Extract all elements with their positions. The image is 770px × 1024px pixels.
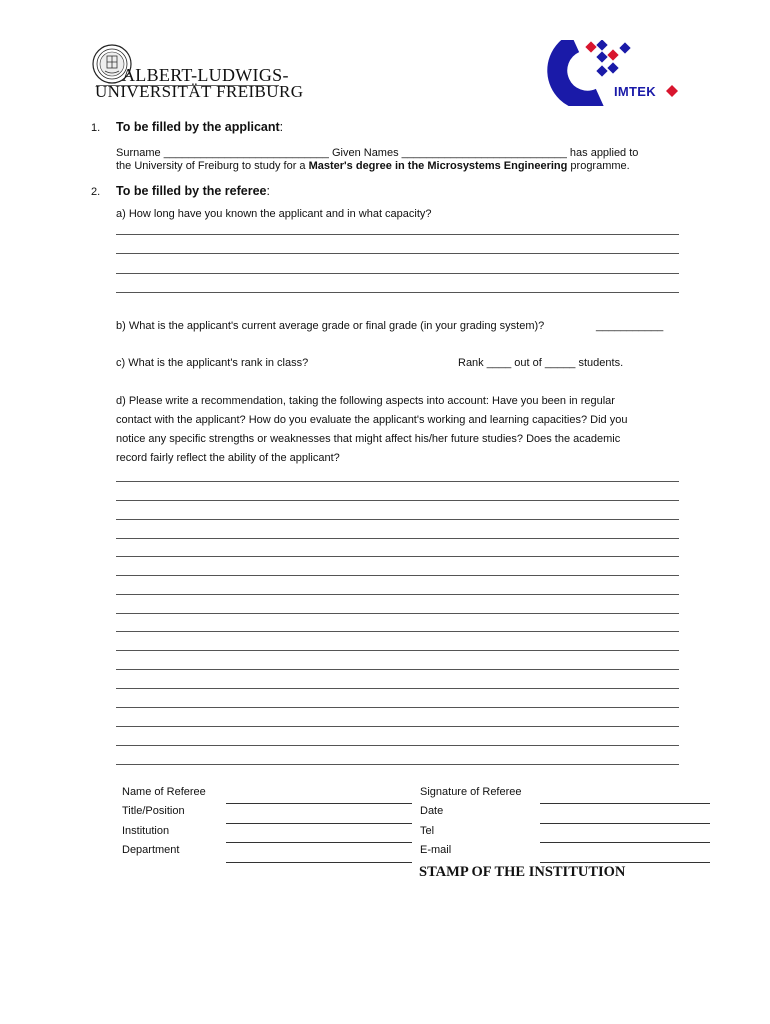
question-d-line-2: contact with the applicant? How do you evaluate the applicant's working and learning capacities? Did you [116,414,628,426]
rank-field[interactable]: Rank ____ out of _____ students. [458,357,624,369]
section2-number: 2. [91,186,101,198]
recommendation-line[interactable] [116,669,679,670]
answer-a-line-2[interactable] [116,253,679,254]
recommendation-line[interactable] [116,481,679,482]
question-c: c) What is the applicant's rank in class? [116,357,309,369]
given-names-label: Given Names [331,147,399,159]
surname-field[interactable]: ___________________________ [163,147,329,159]
recommendation-line[interactable] [116,519,679,520]
university-name-line2: UNIVERSITÄT FREIBURG [95,82,304,101]
imtek-diamond-icon [666,85,678,97]
question-d-line-1: d) Please write a recommendation, taking the following aspects into account: Have you been in regular [116,395,615,407]
recommendation-line[interactable] [116,745,679,746]
given-names-field[interactable]: ___________________________ [401,147,567,159]
section2-title: To be filled by the referee [116,184,267,198]
answer-a-line-3[interactable] [116,273,679,274]
recommendation-line[interactable] [116,500,679,501]
section1-number: 1. [91,122,101,134]
recommendation-line[interactable] [116,594,679,595]
section2-colon: : [266,184,270,198]
label-name-of-referee: Name of Referee [122,786,206,798]
university-name-line1: ALBERT-LUDWIGS- [122,65,289,85]
label-signature-of-referee: Signature of Referee [420,786,522,798]
recommendation-line[interactable] [116,707,679,708]
recommendation-line[interactable] [116,538,679,539]
section2-heading [116,184,270,198]
section1-title: To be filled by the applicant [116,120,280,134]
name-of-referee-field[interactable] [226,803,412,804]
recommendation-line[interactable] [116,764,679,765]
label-institution: Institution [122,825,170,837]
applied-text: has applied to [569,147,639,159]
question-d-line-4: record fairly reflect the ability of the applicant? [116,452,340,464]
section1-line2 [116,160,630,173]
label-tel: Tel [420,825,435,837]
recommendation-line[interactable] [116,631,679,632]
recommendation-line[interactable] [116,726,679,727]
programme-text-pre: the University of Freiburg to study for a [116,160,309,172]
programme-name: Master's degree in the Microsystems Engineering [308,160,568,172]
imtek-logo [542,40,682,110]
recommendation-line[interactable] [116,556,679,557]
question-d-line-3: notice any specific strengths or weaknesses that might affect his/her future studies? Does the academic [116,433,621,445]
recommendation-line[interactable] [116,613,679,614]
label-date: Date [420,805,444,817]
recommendation-line[interactable] [116,650,679,651]
section1-heading [116,120,283,134]
question-a: a) How long have you known the applicant and in what capacity? [116,208,432,220]
question-b: b) What is the applicant's current average grade or final grade (in your grading system)? [116,320,545,332]
answer-a-line-1[interactable] [116,234,679,235]
label-department: Department [122,844,180,856]
imtek-label: IMTEK [614,84,656,99]
label-email: E-mail [420,844,452,856]
answer-a-line-4[interactable] [116,292,679,293]
signature-field[interactable] [540,803,710,804]
section1-colon: : [279,120,284,134]
email-field[interactable] [540,862,710,863]
grade-field[interactable]: ___________ [596,320,664,332]
stamp-label: STAMP OF THE INSTITUTION [419,864,626,880]
label-title-position: Title/Position [122,805,185,817]
section1-line1 [116,147,638,160]
tel-field[interactable] [540,842,710,843]
surname-label: Surname [116,147,161,159]
date-field[interactable] [540,823,710,824]
recommendation-line[interactable] [116,688,679,689]
university-logo [92,44,304,102]
institution-field[interactable] [226,842,412,843]
programme-text-post: programme. [567,160,630,172]
department-field[interactable] [226,862,412,863]
title-position-field[interactable] [226,823,412,824]
recommendation-line[interactable] [116,575,679,576]
